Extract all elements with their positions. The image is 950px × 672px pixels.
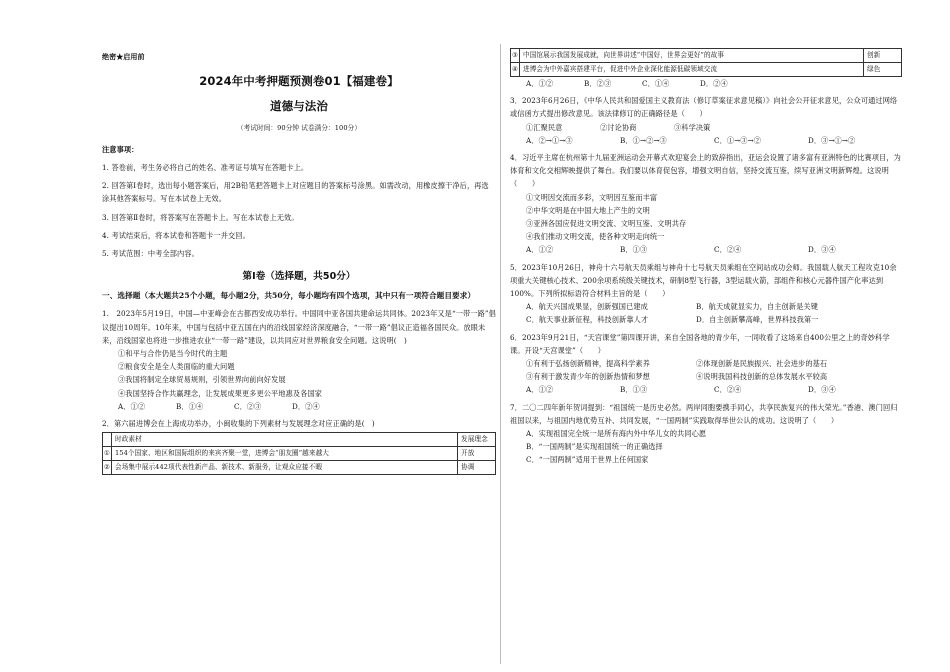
question-stem: 3．2023年6月26日，《中华人民共和国爱国主义教育法（修订草案征求意见稿）》向社会公开征求意见，公众可通过网络或信函方式提出修改意见。该法律修订的正确路径是（ ） [510,96,898,119]
option-b[interactable]: B．①→②→③ [620,135,667,145]
option-b[interactable]: B．①③ [620,385,648,395]
option-c[interactable]: C．②③ [234,401,262,411]
question-stem: 5．2023年10月26日，神舟十六号航天员乘组与神舟十七号航天员乘组在空间站成功会师。我国载人航天工程攻克10余项重大关键核心技术、200余项系统级关键技术，研制8型飞行器，3型运载火箭，部组件和核心元器件国产化率达到100%。下列所拟标语符合材料主旨的是（ ） [510,262,897,299]
statement-item: ④我国坚持合作共赢理念，让发展成果更多更公平地惠及各国家 [118,388,323,398]
table-header-cell: 时政素材 [112,433,458,447]
option-c[interactable]: C．②④ [714,245,742,255]
table-header-row [103,433,496,447]
statement-item: ③科学决策 [674,122,711,132]
statement-item: ②粮食安全是全人类面临的重大问题 [118,362,235,372]
table-cell: 开放 [458,447,496,461]
table-row [511,49,902,63]
note-item: 4. 考试结束后，将本试卷和答题卡一并交回。 [102,230,250,240]
left-column [102,46,496,475]
material-table-continued [510,48,902,77]
table-cell: 中国馆展示我国发展成就，向世界讲述“中国好，世界会更好”的故事 [520,49,864,63]
secret-mark: 绝密★启用前 [102,52,145,61]
option-d[interactable]: D．②④ [700,79,728,88]
statement-item: ②中华文明是在中国大地上产生的文明 [526,205,650,215]
option-a[interactable]: A．①② [526,385,554,395]
answer-options-row-1 [510,300,902,313]
option-d[interactable]: D．③④ [808,385,836,395]
table-cell: 创新 [864,49,902,63]
statement-item: ①文明因交流而多彩，文明因互鉴而丰富 [526,192,658,202]
option-b[interactable]: B．①④ [176,401,204,411]
statement-item: ④说明我国科技创新的总体发展水平较高 [696,372,828,382]
option-c[interactable]: C．航天事业新征程，科技创新靠人才 [526,315,649,325]
question-stem: 2．第六届进博会在上海成功举办，小闽收集的下列素材与发展理念对应正确的是( ) [102,419,375,429]
option-c[interactable]: C．“一国两制”适用于世界上任何国家 [526,455,649,465]
table-row [511,63,902,77]
option-c[interactable]: C．②④ [714,385,742,395]
table-row [103,447,496,461]
question-stem: 4．习近平主席在杭州第十九届亚洲运动会开幕式欢迎宴会上的致辞指出，亚运会设置了诸多富有亚洲特色的比赛项目，为体育和文化交相辉映提供了舞台。我们要以体育促包容，增强文明自信，坚持交流互鉴，续写亚洲文明新辉煌。这说明（ ） [510,153,901,189]
exam-title: 2024年中考押题预测卷01【福建卷】 [199,74,399,89]
statement-item: ①和平与合作仍是当今时代的主题 [118,349,228,359]
option-a[interactable]: A．实现祖国完全统一是所有海内外中华儿女的共同心愿 [526,429,707,439]
answer-options [102,400,496,413]
note-item: 5. 考试范围：中考全部内容。 [102,249,199,259]
option-a[interactable]: A．①② [118,401,146,411]
option-b[interactable]: B．航天成就显实力，自主创新是关键 [696,302,818,312]
question-1 [102,307,496,413]
material-table [102,432,496,475]
table-cell: 154个国家、地区和国际组织的来宾齐聚一堂，进博会“朋友圈”越来越大 [112,447,458,461]
question-7 [510,401,902,467]
option-c[interactable]: C．①④ [642,79,670,88]
option-a[interactable]: A．航天兴国成果显，创新强国已建成 [526,302,648,312]
answer-options-row-2 [510,313,902,326]
table-cell: 进博会为中外嘉宾搭建平台，促进中外企业深化能源低碳领域交流 [520,63,864,77]
table-header-cell [103,433,112,447]
statement-item: ①汇聚民意 [526,122,563,132]
statement-item: ③有利于激发青少年的创新热情和梦想 [526,372,650,382]
option-d[interactable]: D．自主创新攀高峰，世界科技我第一 [696,315,819,325]
option-d[interactable]: D．②④ [292,401,320,411]
statement-row [510,121,902,134]
note-item: 3. 回答第Ⅱ卷时，将答案写在答题卡上。写在本试卷上无效。 [102,212,299,222]
option-b[interactable]: B．“一国两制”是实现祖国统一的正确选择 [526,442,663,452]
table-header-cell: 发展理念 [458,433,496,447]
table-row [103,461,496,475]
table-cell: ① [103,447,112,461]
note-item: 1. 答卷前，考生务必将自己的姓名、准考证号填写在答题卡上。 [102,163,309,173]
column-divider [500,44,501,664]
question-2 [102,417,496,475]
subject-title: 道德与法治 [270,99,328,114]
question-3 [510,94,902,147]
question-6 [510,331,902,397]
option-c[interactable]: C．①→③→② [714,135,761,145]
answer-options [510,383,902,396]
statement-item: ②讨论协商 [600,122,637,132]
notes-heading: 注意事项： [102,144,139,154]
question-4 [510,151,902,257]
table-cell: ③ [511,49,520,63]
table-cell: ② [103,461,112,475]
right-column [510,46,902,467]
answer-options [510,243,902,256]
question-stem: 1. 2023年5月19日，中国—中亚峰会在古都西安成功举行。中国同中亚各国共建命运共同体。2023年又是“一带一路”倡议提出10周年。10年来，中国与包括中亚五国在内的沿线国家经济深度融合，“一带一路”倡议正造福各国民众。放眼未来，沿线国家也将进一步推进农业“一带一路”建设，以共同应对世界粮食安全问题。这说明( ) [102,309,496,345]
statement-row [510,370,902,383]
part1-title: 第Ⅰ卷（选择题，共50分） [242,271,356,283]
option-d[interactable]: D．③→①→② [808,135,856,145]
statement-item: ④我们推动文明交流，使各种文明走向统一 [526,232,665,242]
answer-options [510,77,902,90]
table-cell: ④ [511,63,520,77]
question-stem: 6．2023年9月21日，“天宫课堂”第四课开讲，来自全国各地的青少年，一同收看了这场来自400公里之上的奇妙科学课。开设“天宫课堂”（ ） [510,332,890,355]
table-cell: 绿色 [864,63,902,77]
statement-item: ②体现创新是民族振兴、社会进步的基石 [696,359,828,369]
table-cell: 协调 [458,461,496,475]
option-a[interactable]: A．②→①→③ [526,135,573,145]
statement-item: ③我国将制定全球贸易规则，引领世界向前向好发展 [118,375,286,385]
option-b[interactable]: B．②③ [584,79,612,88]
question-stem: 7．二〇二四年新年贺词提到：“祖国统一是历史必然。两岸同胞要携手同心，共享民族复兴的伟大荣光。”香港、澳门回归祖国以来，与祖国内地优势互补、共同发展，“一国两制”实践取得举世公认的成功。这说明了（ ） [510,402,898,425]
note-item: 2. 回答第Ⅰ卷时，选出每小题答案后，用2B铅笔把答题卡上对应题目的答案标号涂黑。如需改动，用橡皮擦干净后，再选涂其他答案标号。写在本试卷上无效。 [102,181,489,204]
statement-item: ①有利于弘扬创新精神，提高科学素养 [526,359,650,369]
option-a[interactable]: A．①② [526,79,554,88]
statement-item: ③亚洲各国应促进文明交流、文明互鉴、文明共存 [526,219,687,229]
option-a[interactable]: A．①② [526,245,554,255]
question-5 [510,261,902,327]
section-heading: 一、选择题（本大题共25个小题，每小题2分，共50分，每小题均有四个选项，其中只有一项符合题目要求） [102,291,476,301]
option-b[interactable]: B．①③ [620,245,648,255]
statement-row [510,357,902,370]
exam-info: （考试时间：90分钟 试卷满分：100分） [236,123,362,132]
option-d[interactable]: D．③④ [808,245,836,255]
answer-options [510,134,902,147]
table-cell: 会场集中展示442项代表性新产品、新技术、新服务，让观众应接不暇 [112,461,458,475]
